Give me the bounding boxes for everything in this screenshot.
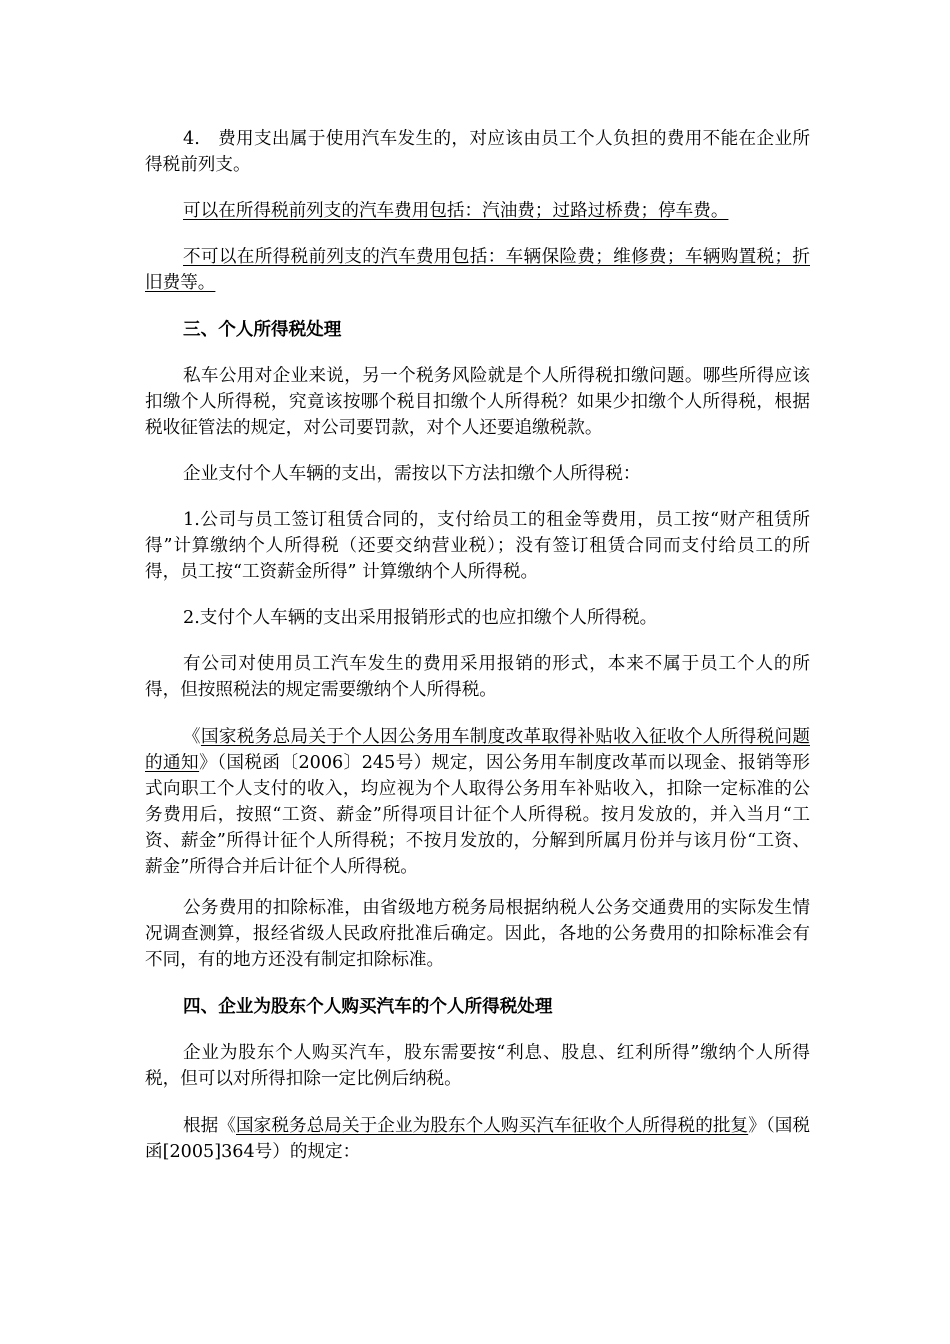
reply-body: 》（国税函[2005]364号）的规定： xyxy=(145,1116,810,1162)
section-heading-4: 四、企业为股东个人购买汽车的个人所得税处理 xyxy=(183,997,553,1017)
paragraph-reimbursement: 2.支付个人车辆的支出采用报销形式的也应扣缴个人所得税。 xyxy=(183,608,658,628)
deductible-expenses-text: 可以在所得税前列支的汽车费用包括：汽油费；过路过桥费；停车费。 xyxy=(183,201,729,221)
section-heading-3: 三、个人所得税处理 xyxy=(183,320,342,340)
paragraph-reimbursement-detail: 有公司对使用员工汽车发生的费用采用报销的形式，本来不属于员工个人的所得，但按照税法的规定需要缴纳个人所得税。 xyxy=(145,654,810,700)
non-deductible-expenses-text: 不可以在所得税前列支的汽车费用包括：车辆保险费；维修费；车辆购置税；折旧费等。 xyxy=(145,247,810,293)
paragraph-deductible-expenses xyxy=(145,198,810,224)
paragraph-lease-contract: 1.公司与员工签订租赁合同的，支付给员工的租金等费用，员工按“财产租赁所得”计算缴纳个人所得税（还要交纳营业税）；没有签订租赁合同而支付给员工的所得，员工按“工资薪金所得” 计算缴纳个人所得税。 xyxy=(145,510,810,582)
notice-open-bracket: 《 xyxy=(183,727,201,747)
notice-title-link[interactable]: 国家税务总局关于个人因公务用车制度改革取得补贴收入征收个人所得税问题的通知 xyxy=(145,727,810,773)
paragraph-payment-method: 企业支付个人车辆的支出，需按以下方法扣缴个人所得税： xyxy=(183,464,641,484)
reply-open-bracket: 根据《 xyxy=(183,1116,236,1136)
notice-body: 》（国税函〔2006〕245号）规定，因公务用车制度改革而以现金、报销等形式向职工个人支付的收入，均应视为个人取得公务用车补贴收入，扣除一定标准的公务费用后，按照“工资、薪金”所得项目计征个人所得税。按月发放的，并入当月“工资、薪金”所得计征个人所得税；不按月发放的，分解到所属月份并与该月份“工资、薪金”所得合并后计征个人所得税。 xyxy=(145,753,810,877)
paragraph-reply-2005 xyxy=(145,1113,810,1165)
paragraph-shareholder-car: 企业为股东个人购买汽车，股东需要按“利息、股息、红利所得”缴纳个人所得税，但可以对所得扣除一定比例后纳税。 xyxy=(145,1043,810,1089)
paragraph-item-4: 4. 费用支出属于使用汽车发生的，对应该由员工个人负担的费用不能在企业所得税前列支。 xyxy=(145,129,810,175)
reply-title-link[interactable]: 国家税务总局关于企业为股东个人购买汽车征收个人所得税的批复 xyxy=(236,1116,749,1136)
paragraph-tax-risk: 私车公用对企业来说，另一个税务风险就是个人所得税扣缴问题。哪些所得应该扣缴个人所得税，究竟该按哪个税目扣缴个人所得税？如果少扣缴个人所得税，根据税收征管法的规定，对公司要罚款，对个人还要追缴税款。 xyxy=(145,366,810,438)
paragraph-deduction-standard: 公务费用的扣除标准，由省级地方税务局根据纳税人公务交通费用的实际发生情况调查测算，报经省级人民政府批准后确定。因此，各地的公务费用的扣除标准会有不同，有的地方还没有制定扣除标准。 xyxy=(145,898,810,970)
paragraph-non-deductible-expenses xyxy=(145,244,810,296)
paragraph-notice-2006 xyxy=(145,724,810,880)
